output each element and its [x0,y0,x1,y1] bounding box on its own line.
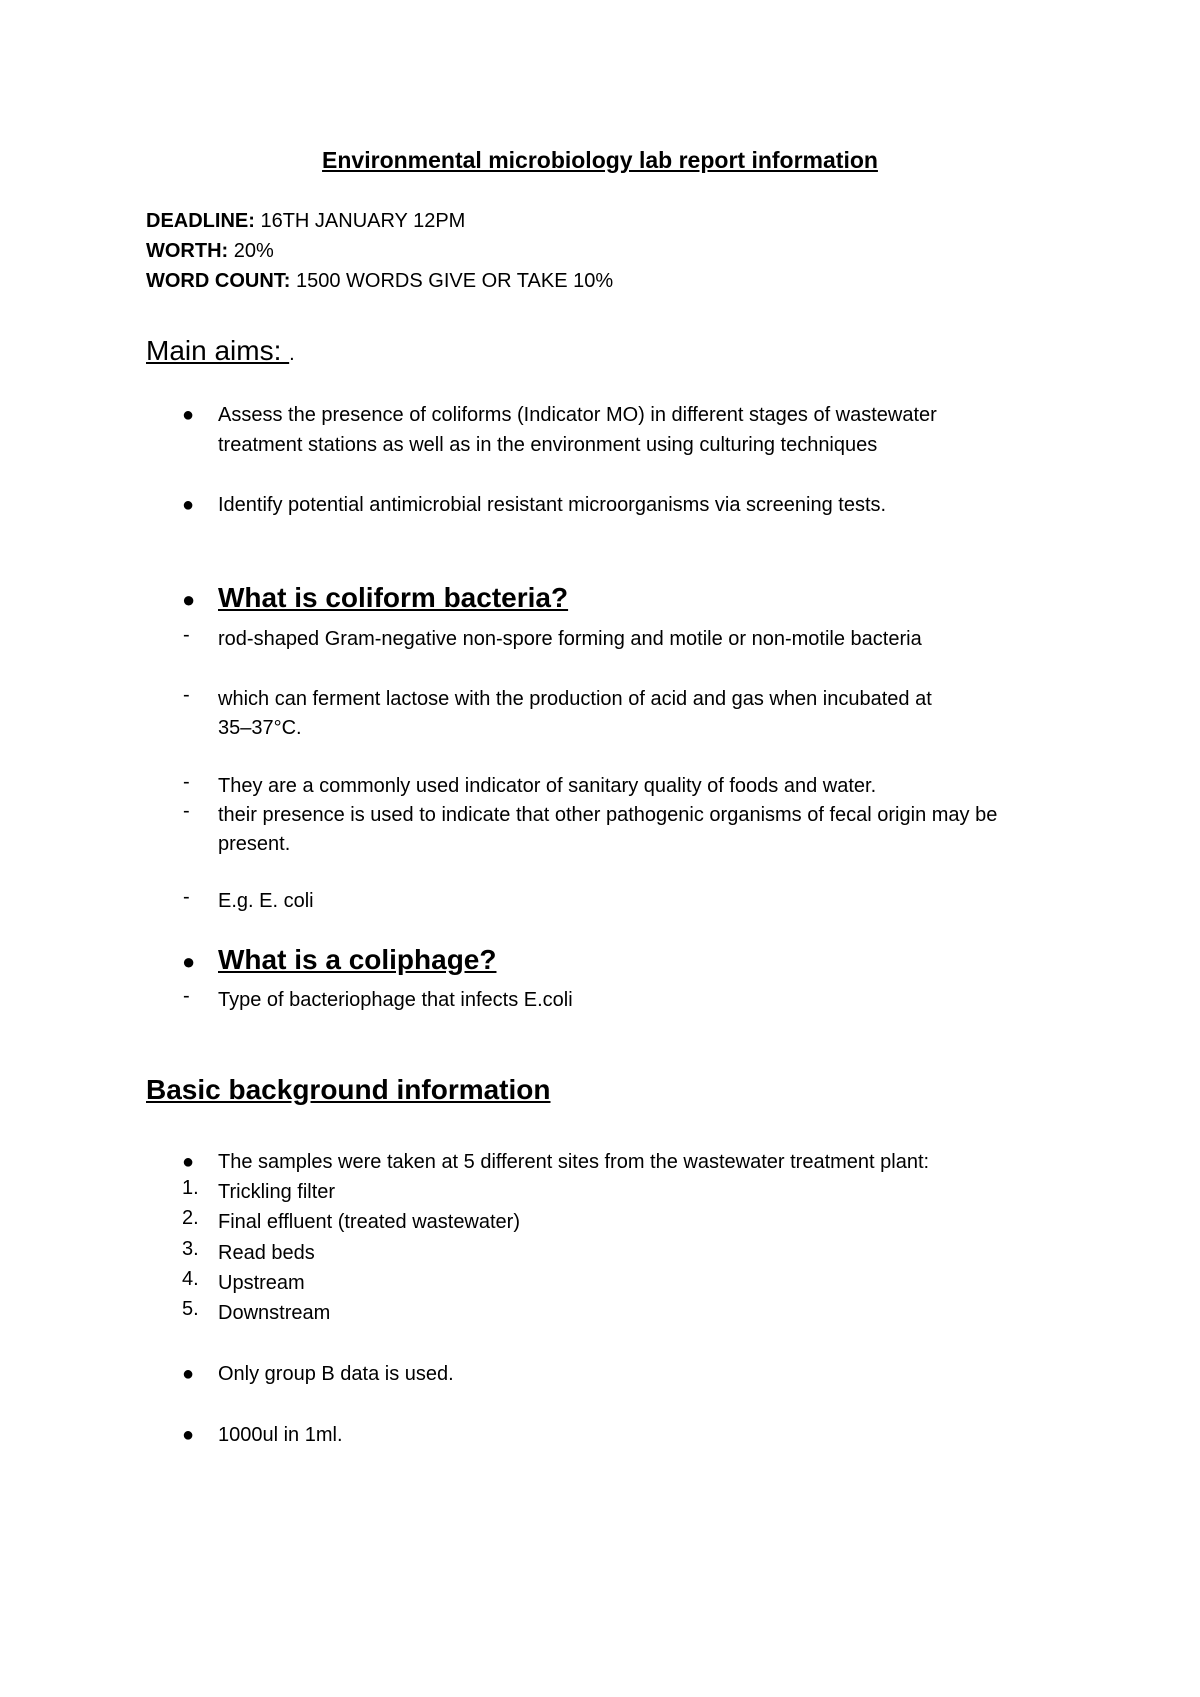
bullet-icon: ● [182,949,196,974]
main-aims-heading [146,335,295,367]
worth-line [146,240,274,263]
dash-icon: - [183,985,190,1007]
coliform-item-4-line-2: present. [218,833,291,855]
dash-icon: - [183,886,190,908]
aim-item-1-line-1: Assess the presence of coliforms (Indicator MO) in different stages of wastewater [218,404,937,426]
worth-label: WORTH: [146,240,229,262]
word-count-value: 1500 WORDS GIVE OR TAKE 10% [290,270,614,292]
coliform-item-1: rod-shaped Gram-negative non-spore forming and motile or non-motile bacteria [218,628,922,650]
site-number: 1. [182,1177,199,1199]
dash-icon: - [183,771,190,793]
coliphage-item-1: Type of bacteriophage that infects E.coli [218,989,573,1011]
bullet-icon: ● [182,404,195,426]
dash-icon: - [183,800,190,822]
site-number: 2. [182,1207,199,1229]
deadline-line [146,210,465,233]
coliform-item-5: E.g. E. coli [218,890,314,912]
bullet-icon: ● [182,587,196,612]
word-count-label: WORD COUNT: [146,270,291,292]
site-number: 5. [182,1298,199,1320]
note-volume: 1000ul in 1ml. [218,1424,343,1446]
site-label: Upstream [218,1272,305,1294]
main-aims-suffix: . [289,343,295,365]
background-heading: Basic background information [146,1074,551,1105]
deadline-value: 16TH JANUARY 12PM [254,210,466,232]
coliform-item-2-line-2: 35–37°C. [218,717,302,739]
worth-value: 20% [228,240,274,262]
coliform-item-2-line-1: which can ferment lactose with the production of acid and gas when incubated at [218,688,932,710]
dash-icon: - [183,624,190,646]
site-number: 4. [182,1268,199,1290]
word-count-line [146,270,613,293]
site-number: 3. [182,1238,199,1260]
dash-icon: - [183,684,190,706]
aim-item-1-line-2: treatment stations as well as in the environment using culturing techniques [218,434,878,456]
coliform-heading: What is coliform bacteria? [218,582,569,613]
coliform-item-4-line-1: their presence is used to indicate that other pathogenic organisms of fecal origin may be [218,804,998,826]
bullet-icon: ● [182,1151,195,1173]
document-title: Environmental microbiology lab report information [322,147,878,173]
note-group-b: Only group B data is used. [218,1363,454,1385]
coliform-item-3: They are a commonly used indicator of sanitary quality of foods and water. [218,775,877,797]
aim-item-2-line-1: Identify potential antimicrobial resistant microorganisms via screening tests. [218,494,887,516]
main-aims-title: Main aims: [146,335,290,366]
site-label: Trickling filter [218,1181,336,1203]
site-label: Final effluent (treated wastewater) [218,1211,521,1233]
background-intro: The samples were taken at 5 different sites from the wastewater treatment plant: [218,1151,930,1173]
site-label: Downstream [218,1302,331,1324]
coliphage-heading: What is a coliphage? [218,944,497,975]
deadline-label: DEADLINE: [146,210,255,232]
bullet-icon: ● [182,494,195,516]
site-label: Read beds [218,1242,315,1264]
bullet-icon: ● [182,1363,195,1385]
bullet-icon: ● [182,1424,195,1446]
